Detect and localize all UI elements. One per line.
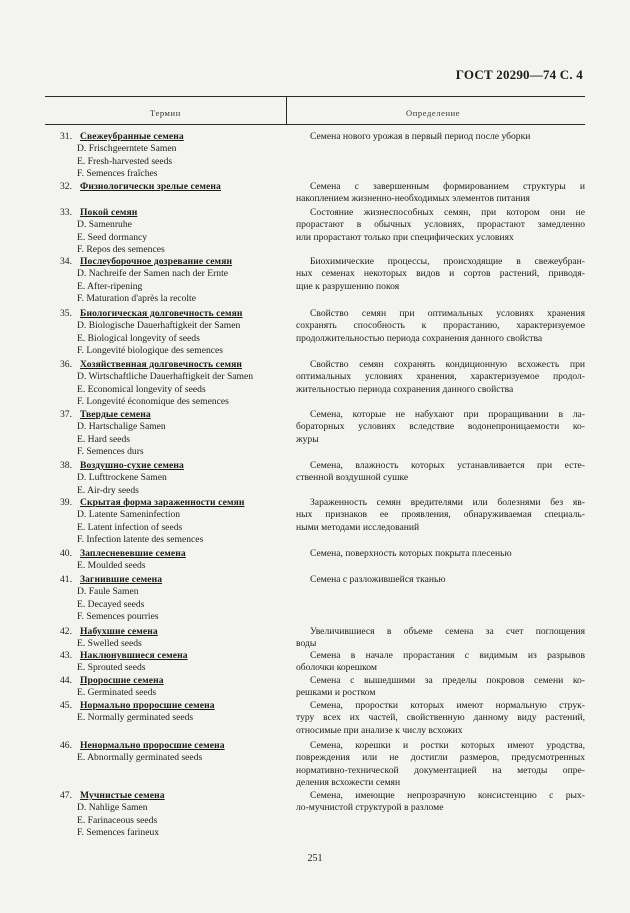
term-number: 34. (60, 256, 72, 267)
definition-line: или прорастают только при специфических условиях (296, 231, 514, 243)
term-name: Загнившие семена (80, 574, 163, 585)
term-number: 42. (60, 626, 72, 637)
term-cell (60, 308, 290, 357)
definition-cell (296, 548, 585, 560)
term-translation: E. Swelled seeds (77, 638, 142, 650)
definition-line: оболочки корешком (296, 662, 377, 674)
term-number: 36. (60, 359, 72, 370)
term-translation: E. Seed dormancy (77, 231, 148, 243)
term-cell (60, 574, 290, 623)
definition-line: Семена, которые не набухают при проращивании в ла- (310, 409, 585, 420)
page-number: 251 (307, 853, 323, 864)
term-heading (60, 574, 290, 586)
term-name: Хозяйственная долговечность семян (80, 359, 242, 370)
term-cell (60, 131, 290, 180)
term-name: Биологическая долговечность семян (80, 308, 243, 319)
definition-line: Семена, поверхность которых покрыта плесенью (310, 548, 512, 559)
term-translation: E. Air-dry seeds (77, 484, 139, 496)
term-translation: D. Hartschalige Samen (77, 421, 166, 433)
term-heading (60, 790, 290, 802)
definition-cell (296, 460, 585, 485)
definition-line: повреждения или не достигли размеров, предусмотренных (296, 752, 585, 764)
term-number: 38. (60, 460, 72, 471)
definition-line: оптимальных условиях хранения, характеризуемое продол- (296, 371, 585, 383)
term-number: 45. (60, 700, 72, 711)
definition-line: ственной воздушной сушке (296, 472, 409, 484)
definition-cell (296, 650, 585, 675)
term-heading (60, 256, 290, 268)
term-translation: E. Sprouted seeds (77, 662, 146, 674)
term-translation: E. Abnormally germinated seeds (77, 752, 203, 764)
term-cell (60, 409, 290, 458)
definition-cell (296, 790, 585, 815)
definition-line: Зараженность семян вредителями или болезнями без яв- (310, 497, 585, 508)
definition-line: Семена, имеющие непрозрачную консистенцию с рых- (310, 790, 585, 801)
definition-line: относимые при анализе к числу всхожих (296, 724, 463, 736)
term-cell (60, 650, 290, 675)
definition-cell (296, 181, 585, 206)
term-number: 32. (60, 181, 72, 192)
term-cell (60, 700, 290, 725)
term-cell (60, 207, 290, 256)
term-heading (60, 181, 290, 193)
definition-line: сохранять способность к прорастанию, характеризуемое (296, 320, 585, 332)
term-number: 43. (60, 650, 72, 661)
term-translation: E. Biological longevity of seeds (77, 332, 200, 344)
term-translation: F. Longevité économique des semences (77, 395, 229, 407)
definition-line: Свойство семян при оптимальных условиях хранения (310, 308, 585, 319)
definition-line: щие к разрушению покоя (296, 280, 400, 292)
term-translation: D. Biologische Dauerhaftigkeit der Samen (77, 320, 241, 332)
term-name: Проросшие семена (80, 675, 164, 686)
term-translation: E. Normally germinated seeds (77, 712, 194, 724)
term-translation: D. Nahlige Samen (77, 802, 148, 814)
term-translation: E. Hard seeds (77, 433, 131, 445)
term-translation: D. Frischgeerntete Samen (77, 143, 177, 155)
term-translation: F. Repos des semences (77, 243, 165, 255)
term-number: 31. (60, 131, 72, 142)
term-heading (60, 675, 290, 687)
definition-line: решками и ростком (296, 687, 376, 699)
table-top-rule (45, 96, 585, 97)
term-name: Скрытая форма зараженности семян (80, 497, 245, 508)
term-heading (60, 548, 290, 560)
definition-line: жительностью периода сохранения данного свойства (296, 383, 514, 395)
definition-cell (296, 256, 585, 293)
definition-line: нормативно-технической документацией на методы опре- (296, 764, 585, 776)
term-heading (60, 740, 290, 752)
column-separator (286, 96, 287, 124)
term-cell (60, 497, 290, 546)
definition-line: накоплением жизненно-необходимых элементов питания (296, 193, 530, 205)
term-cell (60, 256, 290, 305)
term-translation: E. Latent infection of seeds (77, 521, 183, 533)
term-name: Физиологически зрелые семена (80, 181, 221, 192)
term-heading (60, 207, 290, 219)
term-heading (60, 131, 290, 143)
term-heading (60, 409, 290, 421)
term-number: 47. (60, 790, 72, 801)
definition-line: Биохимические процессы, происходящие в свежеубран- (310, 256, 585, 267)
term-number: 33. (60, 207, 72, 218)
term-translation: F. Semences pourries (77, 610, 159, 622)
term-translation: F. Infection latente des semences (77, 533, 204, 545)
term-name: Твердые семена (80, 409, 151, 420)
definition-line: продолжительностью периода сохранения данного свойства (296, 332, 543, 344)
term-number: 39. (60, 497, 72, 508)
definition-cell (296, 675, 585, 700)
term-heading (60, 626, 290, 638)
term-translation: F. Semences farineux (77, 826, 160, 838)
document-code: ГОСТ 20290—74 С. 4 (455, 67, 583, 82)
term-translation: D. Samenruhe (77, 219, 132, 231)
definition-line: Свойство семян сохранять кондиционную всхожесть при (310, 359, 585, 370)
term-cell (60, 548, 290, 573)
term-heading (60, 497, 290, 509)
term-number: 44. (60, 675, 72, 686)
definition-line: Семена с вышедшими за пределы покровов семени ко- (310, 675, 585, 686)
term-translation: E. Moulded seeds (77, 560, 146, 572)
definition-line: журы (296, 433, 319, 445)
definition-line: Семена с завершенным формированием структуры и (310, 181, 585, 192)
definition-line: воды (296, 638, 317, 650)
term-translation: E. Fresh-harvested seeds (77, 155, 173, 167)
definition-cell (296, 574, 585, 586)
term-translation: E. After-ripening (77, 280, 143, 292)
definition-cell (296, 626, 585, 651)
term-translation: E. Germinated seeds (77, 687, 157, 699)
term-number: 37. (60, 409, 72, 420)
term-heading (60, 460, 290, 472)
term-translation: D. Nachreife der Samen nach der Ernte (77, 268, 229, 280)
term-cell (60, 181, 290, 193)
definition-cell (296, 740, 585, 789)
definition-cell (296, 359, 585, 396)
term-heading (60, 359, 290, 371)
definition-line: ными методами исследований (296, 521, 420, 533)
definition-line: ных признаков ее проявления, обнаруживаемая специаль- (296, 509, 585, 521)
definition-line: деления всхожести семян (296, 776, 401, 788)
definition-line: Семена в начале прорастания с видимым из разрывов (310, 650, 585, 661)
definition-line: Семена, корешки и ростки которых имеют уродства, (310, 740, 585, 751)
term-translation: D. Faule Samen (77, 586, 139, 598)
definition-cell (296, 497, 585, 534)
term-cell (60, 790, 290, 839)
term-translation: F. Semences durs (77, 445, 144, 457)
column-header-terms: Термин (150, 108, 181, 118)
term-heading (60, 650, 290, 662)
definition-line: ных семенах некоторых видов и сортов растений, приводя- (296, 268, 585, 280)
definition-line: Семена, влажность которых устанавливается при есте- (310, 460, 585, 471)
term-cell (60, 359, 290, 408)
term-translation: F. Longevité biologique des semences (77, 344, 224, 356)
term-translation: D. Wirtschaftliche Dauerhaftigkeit der Samen (77, 371, 254, 383)
term-cell (60, 740, 290, 765)
term-number: 35. (60, 308, 72, 319)
definition-cell (296, 700, 585, 737)
definition-cell (296, 409, 585, 446)
term-translation: D. Lufttrockene Samen (77, 472, 167, 484)
term-translation: F. Maturation d'après la recolte (77, 292, 196, 304)
definition-line: Состояние жизнеспособных семян, при котором они не (310, 207, 585, 218)
term-name: Ненормально проросшие семена (80, 740, 225, 751)
term-heading (60, 700, 290, 712)
term-translation: E. Decayed seeds (77, 598, 145, 610)
definition-line: Увеличившиеся в объеме семена за счет поглощения (310, 626, 585, 637)
term-name: Наклюнувшиеся семена (80, 650, 188, 661)
term-translation: F. Semences fraîches (77, 167, 158, 179)
term-name: Набухшие семена (80, 626, 158, 637)
term-translation: E. Farinaceous seeds (77, 814, 158, 826)
table-header-rule (45, 124, 585, 125)
term-name: Покой семян (80, 207, 138, 218)
term-name: Заплесневевшие семена (80, 548, 186, 559)
term-name: Свежеубранные семена (80, 131, 184, 142)
definition-line: Семена с разложившейся тканью (310, 574, 446, 585)
definition-line: туру всех их частей, свойственную данному виду растений, (296, 712, 585, 724)
column-header-definitions: Определение (406, 108, 461, 118)
term-translation: D. Latente Sameninfection (77, 509, 181, 521)
definition-line: бораторных условиях вследствие водонепроницаемости ко- (296, 421, 585, 433)
term-translation: E. Economical longevity of seeds (77, 383, 206, 395)
term-number: 41. (60, 574, 72, 585)
term-cell (60, 460, 290, 497)
term-name: Воздушно-сухие семена (80, 460, 184, 471)
definition-cell (296, 131, 585, 143)
term-number: 40. (60, 548, 72, 559)
definition-cell (296, 308, 585, 345)
term-cell (60, 626, 290, 651)
term-heading (60, 308, 290, 320)
term-number: 46. (60, 740, 72, 751)
term-name: Мучнистые семена (80, 790, 165, 801)
definition-line: прорастают в обычных условиях, прорастают замедленно (296, 219, 585, 231)
definition-line: ло-мучнистой структурой в разломе (296, 802, 444, 814)
definition-line: Семена нового урожая в первый период после уборки (310, 131, 531, 142)
definition-line: Семена, проростки которых имеют нормальную струк- (310, 700, 585, 711)
term-name: Нормально проросшие семена (80, 700, 215, 711)
definition-cell (296, 207, 585, 244)
term-cell (60, 675, 290, 700)
term-name: Послеуборочное дозревание семян (80, 256, 233, 267)
